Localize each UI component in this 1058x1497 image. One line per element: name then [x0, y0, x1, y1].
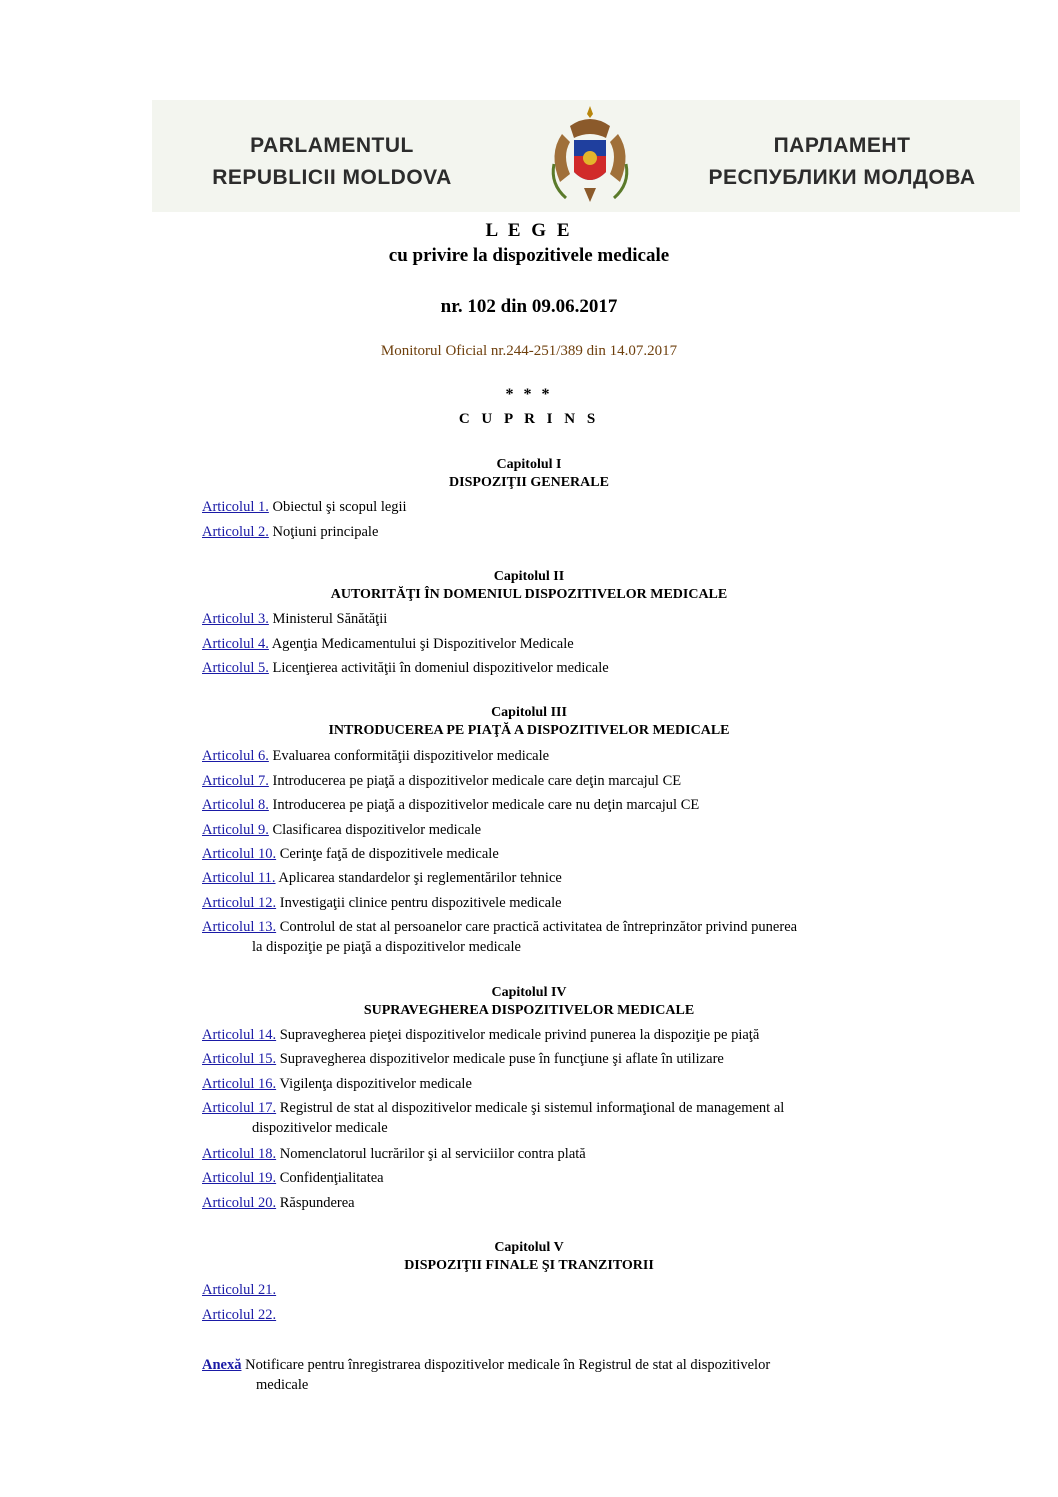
chapter-label: Capitolul II	[493, 569, 565, 584]
article-link[interactable]: Articolul 1.	[202, 499, 269, 515]
chapter-title: SUPRAVEGHEREA DISPOZITIVELOR MEDICALE	[363, 1003, 695, 1018]
article-link[interactable]: Articolul 18.	[202, 1146, 277, 1162]
annex-title-continuation: medicale	[256, 1377, 309, 1393]
law-heading: L E G E	[485, 220, 573, 241]
article-entry	[202, 1193, 934, 1213]
article-link[interactable]: Articolul 12.	[202, 895, 277, 911]
article-title: Introducerea pe piaţă a dispozitivelor medicale care nu deţin marcajul CE	[272, 797, 700, 813]
chapter-title: DISPOZIŢII FINALE ŞI TRANZITORII	[404, 1258, 654, 1273]
article-link[interactable]: Articolul 8.	[202, 797, 269, 813]
article-entry	[202, 844, 934, 864]
article-link[interactable]: Articolul 19.	[202, 1170, 277, 1186]
chapter-heading	[0, 568, 1058, 604]
article-title: Ministerul Sănătăţii	[272, 611, 388, 627]
article-link[interactable]: Articolul 4.	[202, 636, 269, 652]
chapter-label: Capitolul I	[496, 457, 562, 472]
article-entry	[202, 1305, 934, 1325]
article-entry	[202, 609, 934, 629]
article-title: Cerinţe faţă de dispozitivele medicale	[279, 846, 499, 862]
article-title: Aplicarea standardelor şi reglementărilor tehnice	[278, 870, 562, 886]
article-title: Licenţierea activităţii în domeniul dispozitivelor medicale	[272, 660, 609, 676]
article-entry	[202, 893, 934, 913]
contents-heading: C U P R I N S	[458, 411, 600, 427]
chapter-heading	[0, 984, 1058, 1020]
article-link[interactable]: Articolul 22.	[202, 1307, 277, 1323]
article-link[interactable]: Articolul 17.	[202, 1100, 277, 1116]
article-entry	[202, 497, 934, 517]
article-title: Obiectul şi scopul legii	[272, 499, 407, 515]
article-entry	[202, 795, 934, 815]
article-entry	[202, 868, 934, 888]
article-entry	[202, 820, 934, 840]
article-link[interactable]: Articolul 13.	[202, 919, 277, 935]
article-title: Clasificarea dispozitivelor medicale	[272, 822, 482, 838]
article-title: Evaluarea conformităţii dispozitivelor medicale	[272, 748, 550, 764]
article-entry	[202, 1074, 934, 1094]
chapter-title: INTRODUCEREA PE PIAŢĂ A DISPOZITIVELOR MEDICALE	[328, 723, 730, 738]
article-title: Registrul de stat al dispozitivelor medicale şi sistemul informaţional de management al	[279, 1100, 785, 1116]
article-entry	[202, 1168, 934, 1188]
article-link[interactable]: Articolul 11.	[202, 870, 276, 886]
article-title: Controlul de stat al persoanelor care practică activitatea de întreprinzător privind punerea	[279, 919, 798, 935]
article-entry	[202, 1144, 934, 1164]
article-link[interactable]: Articolul 16.	[202, 1076, 277, 1092]
law-subtitle: cu privire la dispozitivele medicale	[388, 245, 670, 266]
article-title: Vigilenţa dispozitivelor medicale	[279, 1076, 472, 1092]
article-title-continuation: dispozitivelor medicale	[252, 1120, 388, 1136]
header-right-line1: ПАРЛАМЕНТ	[773, 134, 911, 157]
article-link[interactable]: Articolul 10.	[202, 846, 277, 862]
coat-of-arms-icon	[540, 104, 640, 210]
article-link[interactable]: Articolul 21.	[202, 1282, 277, 1298]
law-number: nr. 102 din 09.06.2017	[440, 296, 618, 317]
header-left-ro	[202, 130, 462, 194]
chapter-label: Capitolul III	[491, 705, 567, 720]
article-link[interactable]: Articolul 6.	[202, 748, 269, 764]
article-entry	[202, 1098, 934, 1138]
annex-title: Notificare pentru înregistrarea dispozitivelor medicale în Registrul de stat al dispozitivelor	[245, 1357, 771, 1373]
article-link[interactable]: Articolul 15.	[202, 1051, 277, 1067]
chapter-title: AUTORITĂŢI ÎN DOMENIUL DISPOZITIVELOR MEDICALE	[330, 587, 728, 602]
article-title: Noţiuni principale	[272, 524, 379, 540]
article-entry	[202, 746, 934, 766]
monitor-oficial-reference: Monitorul Oficial nr.244-251/389 din 14.07.2017	[380, 343, 678, 359]
article-entry	[202, 522, 934, 542]
header-right-ru	[692, 130, 992, 194]
article-title: Răspunderea	[279, 1195, 355, 1211]
article-link[interactable]: Articolul 2.	[202, 524, 269, 540]
article-title: Nomenclatorul lucrărilor şi al serviciilor contra plată	[279, 1146, 586, 1162]
chapter-heading	[0, 704, 1058, 740]
article-entry	[202, 1049, 934, 1069]
article-link[interactable]: Articolul 20.	[202, 1195, 277, 1211]
article-entry	[202, 1280, 934, 1300]
separator-stars: * * *	[505, 386, 553, 403]
article-title: Confidenţialitatea	[279, 1170, 384, 1186]
article-title: Investigaţii clinice pentru dispozitivele medicale	[279, 895, 562, 911]
chapter-heading	[0, 1239, 1058, 1275]
article-link[interactable]: Articolul 5.	[202, 660, 269, 676]
article-title: Agenţia Medicamentului şi Dispozitivelor Medicale	[271, 636, 574, 652]
article-entry	[202, 917, 934, 957]
article-link[interactable]: Articolul 9.	[202, 822, 269, 838]
annex-entry	[202, 1355, 934, 1395]
chapter-title: DISPOZIŢII GENERALE	[449, 475, 609, 490]
article-link[interactable]: Articolul 7.	[202, 773, 269, 789]
article-entry	[202, 1025, 934, 1045]
article-title: Supravegherea dispozitivelor medicale puse în funcţiune şi aflate în utilizare	[279, 1051, 724, 1067]
article-title: Introducerea pe piaţă a dispozitivelor medicale care deţin marcajul CE	[272, 773, 682, 789]
article-title-continuation: la dispoziţie pe piaţă a dispozitivelor medicale	[252, 939, 521, 955]
article-entry	[202, 771, 934, 791]
chapter-heading	[0, 456, 1058, 492]
article-link[interactable]: Articolul 3.	[202, 611, 269, 627]
article-entry	[202, 658, 934, 678]
article-entry	[202, 634, 934, 654]
article-link[interactable]: Articolul 14.	[202, 1027, 277, 1043]
header-left-line2: REPUBLICII MOLDOVA	[212, 166, 452, 189]
annex-link[interactable]: Anexă	[202, 1357, 242, 1373]
parliament-header-banner	[152, 100, 1020, 212]
chapter-label: Capitolul V	[494, 1240, 564, 1255]
header-left-line1: PARLAMENTUL	[250, 134, 414, 157]
header-right-line2: РЕСПУБЛИКИ МОЛДОВА	[708, 166, 976, 189]
chapter-label: Capitolul IV	[491, 985, 567, 1000]
article-title: Supravegherea pieţei dispozitivelor medicale privind punerea la dispoziţie pe piaţă	[279, 1027, 760, 1043]
